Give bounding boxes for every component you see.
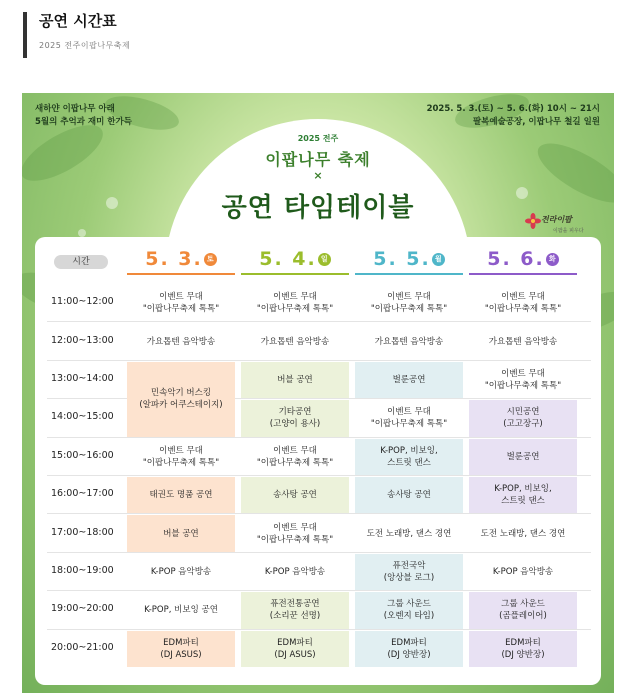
time-slot: 18:00~19:00 bbox=[51, 565, 114, 576]
schedule-cell: 이벤트 무대 "이팝나무축제 톡톡" bbox=[355, 285, 463, 321]
logo-text: 전라이팝 bbox=[541, 215, 572, 224]
day-date: 5. 5. bbox=[373, 248, 431, 270]
day-underline bbox=[127, 273, 235, 275]
schedule-cell: 기타공연 (고양이 용사) bbox=[241, 400, 349, 436]
schedule-cell: K-POP 음악방송 bbox=[241, 554, 349, 590]
schedule-cell: 퓨전전통공연 (소리꾼 선명) bbox=[241, 592, 349, 628]
schedule-cell: 벌룬공연 bbox=[355, 362, 463, 398]
schedule-cell: 민속악기 버스킹 (알파카 어쿠스테이지) bbox=[127, 362, 235, 437]
schedule-cell: 이벤트 무대 "이팝나무축제 톡톡" bbox=[127, 285, 235, 321]
schedule-cell: 그룹 사운드 (곰플레이어) bbox=[469, 592, 577, 628]
schedule-cell: 가요톱텐 음악방송 bbox=[355, 323, 463, 359]
day-date: 5. 3. bbox=[145, 248, 203, 270]
poster-tagline bbox=[35, 103, 132, 129]
time-slot: 12:00~13:00 bbox=[51, 334, 114, 346]
time-slot: 14:00~15:00 bbox=[51, 411, 114, 423]
schedule-cell: EDM파티 (DJ 양반장) bbox=[469, 631, 577, 667]
schedule-cell: 이벤트 무대 "이팝나무축제 톡톡" bbox=[355, 400, 463, 436]
schedule-cell: 가요톱텐 음악방송 bbox=[469, 323, 577, 359]
schedule-cell: 퓨전국악 (앙상블 로그) bbox=[355, 554, 463, 590]
poster-festival-name: 이팝나무 축제 bbox=[265, 150, 371, 169]
schedule-cell: 이벤트 무대 "이팝나무축제 톡톡" bbox=[241, 515, 349, 551]
poster-tagline-text: 새하얀 이팝나무 아래 5월의 추억과 재미 한가득 bbox=[35, 104, 132, 127]
weekday-badge: 토 bbox=[204, 253, 217, 266]
schedule-cell: 버블 공연 bbox=[241, 362, 349, 398]
schedule-cell: 버블 공연 bbox=[127, 515, 235, 551]
schedule-cell: EDM파티 (DJ 양반장) bbox=[355, 631, 463, 667]
schedule-cell: K-POP 음악방송 bbox=[469, 554, 577, 590]
day-header bbox=[127, 248, 235, 274]
schedule-cell: EDM파티 (DJ ASUS) bbox=[241, 631, 349, 667]
schedule-cell: 가요톱텐 음악방송 bbox=[127, 323, 235, 359]
logo-subtext: 이팝을 피우다 bbox=[553, 228, 584, 234]
poster-year: 2025 전주 bbox=[297, 134, 339, 143]
row-divider bbox=[47, 513, 591, 514]
schedule-cell: 벌룬공연 bbox=[469, 439, 577, 475]
day-date: 5. 4. bbox=[259, 248, 317, 270]
flower-icon bbox=[525, 213, 541, 229]
schedule-cell: 도전 노래방, 댄스 경연 bbox=[469, 515, 577, 551]
schedule-cell: 이벤트 무대 "이팝나무축제 톡톡" bbox=[241, 439, 349, 475]
poster-cross: × bbox=[313, 169, 323, 182]
schedule-cell: 도전 노래방, 댄스 경연 bbox=[355, 515, 463, 551]
day-underline bbox=[241, 273, 349, 275]
schedule-cell: 시민공연 (고고장구) bbox=[469, 400, 577, 436]
schedule-cell: 송사탕 공연 bbox=[241, 477, 349, 513]
schedule-cell: EDM파티 (DJ ASUS) bbox=[127, 631, 235, 667]
day-header bbox=[241, 248, 349, 274]
time-slot: 13:00~14:00 bbox=[51, 373, 114, 384]
day-header bbox=[469, 248, 577, 274]
schedule-cell: 송사탕 공연 bbox=[355, 477, 463, 513]
weekday-badge: 월 bbox=[432, 253, 445, 266]
time-slot: 20:00~21:00 bbox=[51, 641, 114, 653]
schedule-cell: K-POP, 비보잉, 스트릿 댄스 bbox=[469, 477, 577, 513]
schedule-cell: 그룹 사운드 (오렌지 타임) bbox=[355, 592, 463, 628]
page-title: 공연 시간표 bbox=[39, 12, 117, 30]
schedule-cell: 이벤트 무대 "이팝나무축제 톡톡" bbox=[469, 362, 577, 398]
schedule-cell: 이벤트 무대 "이팝나무축제 톡톡" bbox=[469, 285, 577, 321]
schedule-cell: 태권도 명품 공연 bbox=[127, 477, 235, 513]
schedule-cell: 이벤트 무대 "이팝나무축제 톡톡" bbox=[241, 285, 349, 321]
page-subtitle: 2025 전주이팝나무축제 bbox=[39, 41, 131, 50]
day-underline bbox=[355, 273, 463, 275]
schedule-cell: 이벤트 무대 "이팝나무축제 톡톡" bbox=[127, 439, 235, 475]
row-divider bbox=[47, 475, 591, 476]
poster-date-venue-text: 2025. 5. 3.(토) ~ 5. 6.(화) 10시 ~ 21시 팔복예술공장, 이팝나무 철길 일원 bbox=[426, 104, 600, 127]
time-slot: 19:00~20:00 bbox=[51, 603, 114, 615]
schedule-cell: K-POP 음악방송 bbox=[127, 554, 235, 590]
weekday-badge: 일 bbox=[318, 253, 331, 266]
poster-main-title: 공연 타임테이블 bbox=[221, 193, 415, 223]
schedule-cell: 가요톱텐 음악방송 bbox=[241, 323, 349, 359]
day-header bbox=[355, 248, 463, 274]
weekday-badge: 화 bbox=[546, 253, 559, 266]
poster-date-venue bbox=[427, 103, 600, 129]
time-slot: 16:00~17:00 bbox=[51, 488, 114, 500]
jeonju-logo bbox=[525, 211, 585, 237]
time-slot: 17:00~18:00 bbox=[51, 526, 114, 538]
schedule-cell: K-POP, 비보잉, 스트릿 댄스 bbox=[355, 439, 463, 475]
day-date: 5. 6. bbox=[487, 248, 545, 270]
row-divider bbox=[47, 321, 591, 322]
time-slot: 15:00~16:00 bbox=[51, 449, 114, 461]
row-divider bbox=[47, 437, 591, 438]
page-header bbox=[23, 12, 583, 58]
time-slot: 11:00~12:00 bbox=[51, 296, 114, 308]
row-divider bbox=[47, 629, 591, 630]
schedule-cell: K-POP, 비보잉 공연 bbox=[127, 592, 235, 628]
row-divider bbox=[47, 360, 591, 361]
row-divider bbox=[47, 590, 591, 591]
timetable-card bbox=[35, 237, 601, 685]
time-column-header: 시간 bbox=[54, 255, 108, 269]
timetable-poster bbox=[22, 93, 614, 693]
row-divider bbox=[47, 552, 591, 553]
day-underline bbox=[469, 273, 577, 275]
